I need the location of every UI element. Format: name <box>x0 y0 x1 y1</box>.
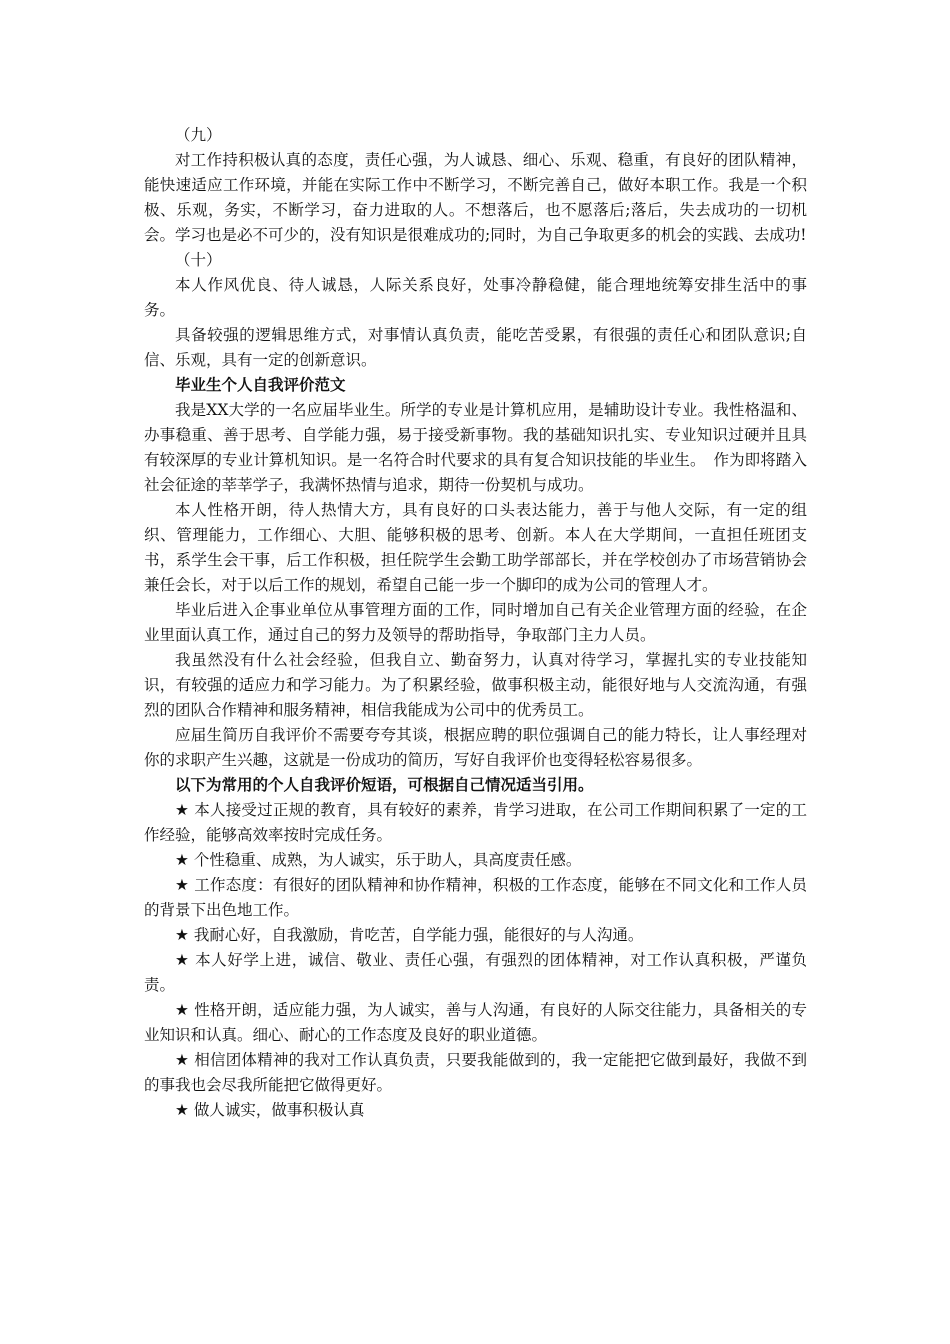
star-icon: ★ <box>175 1051 190 1069</box>
graduate-paragraph-2: 本人性格开朗，待人热情大方，具有良好的口头表达能力，善于与他人交际，有一定的组织、管理能力，工作细心、大胆、能够积极的思考、创新。本人在大学期间，一直担任班团支书，系学生会干事，后工作积极，担任院学生会勤工助学部部长，并在学校创办了市场营销协会兼任会长，对于以后工作的规划，希望自己能一步一个脚印的成为公司的管理人才。 <box>144 501 807 594</box>
document-page <box>144 123 807 1123</box>
graduate-paragraph-1: 我是XX大学的一名应届毕业生。所学的专业是计算机应用，是辅助设计专业。我性格温和、办事稳重、善于思考、自学能力强，易于接受新事物。我的基础知识扎实、专业知识过硬并且具有较深厚的专业计算机知识。是一名符合时代要求的具有复合知识技能的毕业生。 作为即将踏入社会征途的莘莘学子，我满怀热情与追求，期待一份契机与成功。 <box>144 401 807 494</box>
phrase-item: ★ 性格开朗，适应能力强，为人诚实，善与人沟通，有良好的人际交往能力，具备相关的专业知识和认真。细心、耐心的工作态度及良好的职业道德。 <box>144 1001 807 1044</box>
star-icon: ★ <box>175 951 190 969</box>
section-9-number: （九） <box>175 126 222 144</box>
phrase-item: ★ 相信团体精神的我对工作认真负责，只要我能做到的，我一定能把它做到最好，我做不到的事我也会尽我所能把它做得更好。 <box>144 1051 807 1094</box>
phrase-item: ★ 做人诚实，做事积极认真 <box>175 1101 365 1119</box>
star-icon: ★ <box>175 876 190 894</box>
star-icon: ★ <box>175 851 189 869</box>
graduate-paragraph-4: 我虽然没有什么社会经验，但我自立、勤奋努力，认真对待学习，掌握扎实的专业技能知识，有较强的适应力和学习能力。为了积累经验，做事积极主动，能很好地与人交流沟通，有强烈的团队合作精神和服务精神，相信我能成为公司中的优秀员工。 <box>144 651 807 719</box>
section-10-paragraph-1: 本人作风优良、待人诚恳，人际关系良好，处事冷静稳健，能合理地统筹安排生活中的事务。 <box>144 276 807 319</box>
star-icon: ★ <box>175 1001 190 1019</box>
graduate-heading: 毕业生个人自我评价范文 <box>175 376 346 394</box>
star-icon: ★ <box>175 1101 189 1119</box>
phrase-item: ★ 本人好学上进，诚信、敬业、责任心强，有强烈的团体精神，对工作认真积极，严谨负责。 <box>144 951 807 994</box>
star-icon: ★ <box>175 801 190 819</box>
phrases-heading: 以下为常用的个人自我评价短语，可根据自己情况适当引用。 <box>175 776 594 794</box>
phrase-item: ★ 我耐心好，自我激励，肯吃苦，自学能力强，能很好的与人沟通。 <box>175 926 644 944</box>
phrase-item: ★ 个性稳重、成熟，为人诚实，乐于助人，具高度责任感。 <box>175 851 582 869</box>
graduate-paragraph-5: 应届生简历自我评价不需要夸夸其谈，根据应聘的职位强调自己的能力特长，让人事经理对你的求职产生兴趣，这就是一份成功的简历，写好自我评价也变得轻松容易很多。 <box>144 726 807 769</box>
section-9-paragraph: 对工作持积极认真的态度，责任心强，为人诚恳、细心、乐观、稳重，有良好的团队精神，能快速适应工作环境，并能在实际工作中不断学习，不断完善自己，做好本职工作。我是一个积极、乐观，务实，不断学习，奋力进取的人。不想落后，也不愿落后;落后，失去成功的一切机会。学习也是必不可少的，没有知识是很难成功的;同时，为自己争取更多的机会的实践、去成功! <box>144 151 807 244</box>
section-10-paragraph-2: 具备较强的逻辑思维方式，对事情认真负责，能吃苦受累，有很强的责任心和团队意识;自信、乐观，具有一定的创新意识。 <box>144 326 807 369</box>
section-10-number: （十） <box>175 251 222 269</box>
phrase-item: ★ 本人接受过正规的教育，具有较好的素养，肯学习进取，在公司工作期间积累了一定的工作经验，能够高效率按时完成任务。 <box>144 801 807 844</box>
phrase-item: ★ 工作态度：有很好的团队精神和协作精神，积极的工作态度，能够在不同文化和工作人员的背景下出色地工作。 <box>144 876 807 919</box>
star-icon: ★ <box>175 926 189 944</box>
graduate-paragraph-3: 毕业后进入企事业单位从事管理方面的工作，同时增加自己有关企业管理方面的经验，在企业里面认真工作，通过自己的努力及领导的帮助指导，争取部门主力人员。 <box>144 601 807 644</box>
